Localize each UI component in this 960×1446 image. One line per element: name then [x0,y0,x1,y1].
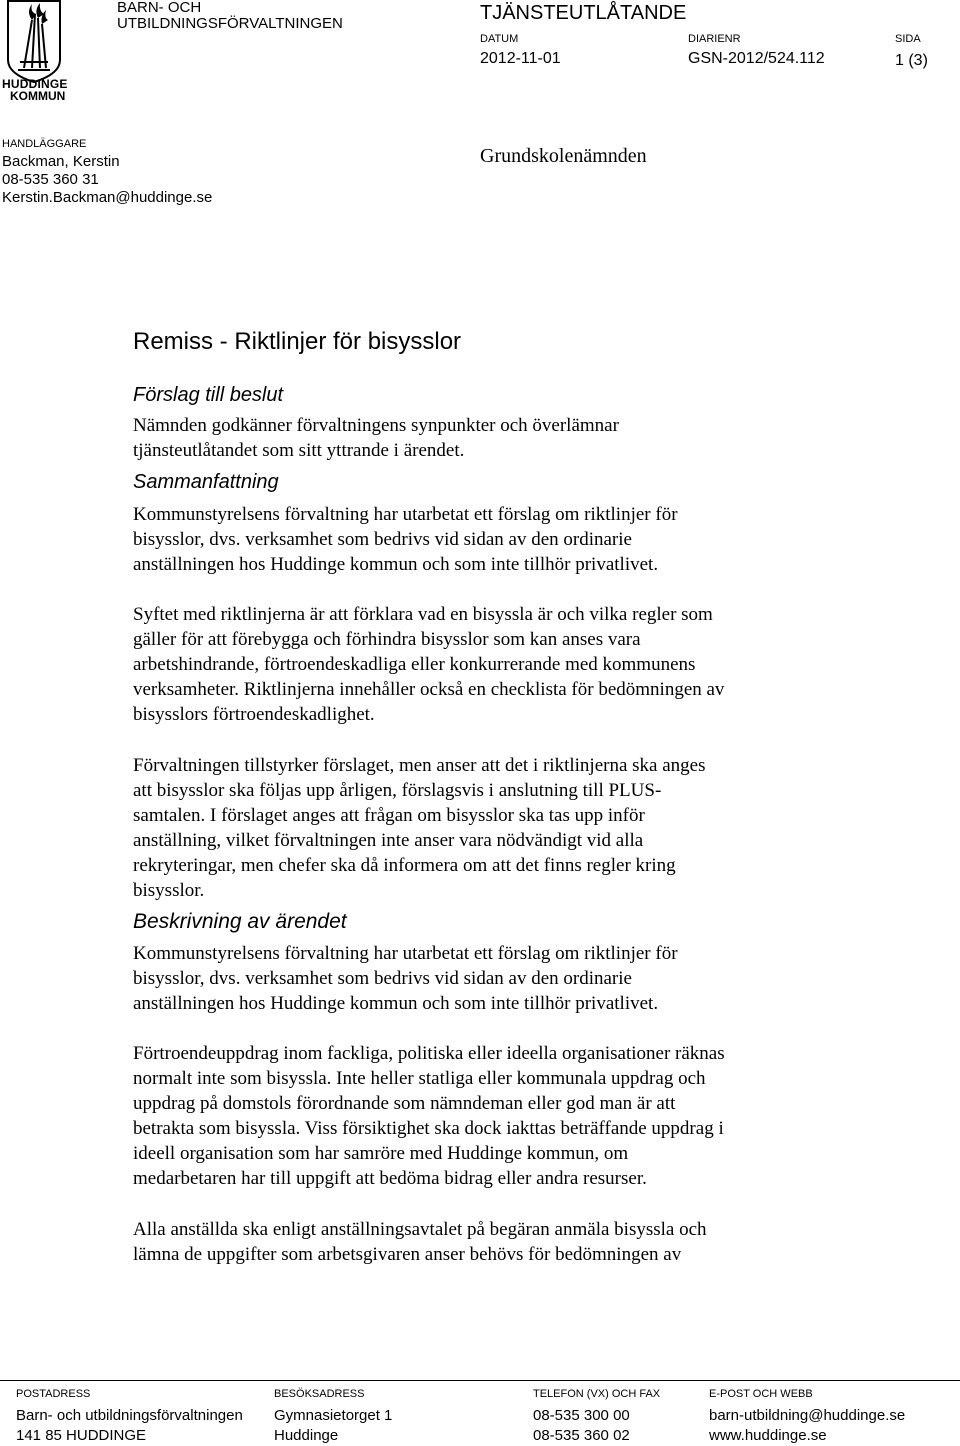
org-name-line-2: UTBILDNINGSFÖRVALTNINGEN [117,15,343,32]
document-type: TJÄNSTEUTLÅTANDE [480,2,687,24]
epost-label: E-POST OCH WEBB [709,1388,813,1400]
text-line: normalt inte som bisyssla. Inte heller statliga eller kommunala uppdrag och [133,1068,706,1089]
beskrivning-paragraph-3 [133,1217,813,1267]
text-line: Alla anställda ska enligt anställningsavtalet på begäran anmäla bisyssla och [133,1219,707,1240]
handlaggare-email: Kerstin.Backman@huddinge.se [2,189,213,206]
text-line: lämna de uppgifter som arbetsgivaren anser behövs för bedömningen av [133,1244,682,1265]
text-line: ideell organisation som har samröre med Huddinge kommun, om [133,1143,629,1164]
text-line: anställningen hos Huddinge kommun och som inte tillhör privatlivet. [133,554,659,575]
footer-besoksadress [274,1388,392,1446]
epost-email: barn-utbildning@huddinge.se [709,1407,906,1424]
postadress-label: POSTADRESS [16,1388,91,1400]
heading-beskrivning: Beskrivning av ärendet [133,910,347,933]
logo-text-1: HUDDINGE [2,77,68,91]
text-line: uppdrag på domstols förordnande som nämndeman eller god man är att [133,1093,676,1114]
text-line: arbetshindrande, förtroendeskadliga eller konkurrerande med kommunens [133,654,696,675]
telefon-vx: 08-535 300 00 [533,1407,630,1424]
diarienr-block [688,33,825,68]
text-line: anställning, vilket förvaltningen inte anser vara nödvändigt vid alla [133,830,644,851]
text-line: Syftet med riktlinjerna är att förklara vad en bisyssla är och vilka regler som [133,604,713,625]
besoksadress-line-2: Huddinge [274,1427,339,1444]
datum-block [480,33,561,68]
org-name-line-1: BARN- OCH [117,0,202,16]
text-line: Nämnden godkänner förvaltningens synpunkter och överlämnar [133,415,619,436]
sida-label: SIDA [895,33,921,45]
heading-forslag: Förslag till beslut [133,384,284,406]
text-line: anställningen hos Huddinge kommun och som inte tillhör privatlivet. [133,993,659,1014]
beskrivning-paragraph-1 [133,941,813,1016]
footer-postadress [16,1388,243,1446]
text-line: samtalen. I förslaget anges att frågan om bisysslor ska tas upp inför [133,805,645,826]
heading-sammanfattning: Sammanfattning [133,471,279,493]
besoksadress-label: BESÖKSADRESS [274,1388,365,1400]
page-title: Remiss - Riktlinjer för bisysslor [133,328,462,355]
text-line: Förvaltningen tillstyrker förslaget, men anser att det i riktlinjerna ska anges [133,755,706,776]
diarienr-value: GSN-2012/524.112 [688,50,825,67]
postadress-line-1: Barn- och utbildningsförvaltningen [16,1407,243,1424]
footer-epost [709,1388,905,1446]
epost-webb: www.huddinge.se [709,1427,827,1444]
handlaggare-block [2,138,212,207]
text-line: bisysslor, dvs. verksamhet som bedrivs vid sidan av den ordinarie [133,968,632,989]
telefon-label: TELEFON (VX) OCH FAX [533,1388,661,1400]
besoksadress-line-1: Gymnasietorget 1 [274,1407,393,1424]
telefon-fax: 08-535 360 02 [533,1427,630,1444]
logo-text-2: KOMMUN [10,89,66,103]
text-line: tjänsteutlåtandet som sitt yttrande i ärendet. [133,440,465,461]
forslag-paragraph [133,413,813,463]
text-line: bisysslor. [133,880,205,901]
sammanfattning-paragraph-3 [133,753,813,903]
footer-divider [0,1380,960,1381]
text-line: att bisysslor ska följas upp årligen, förslagsvis i anslutning till PLUS- [133,780,662,801]
organization-name [117,0,343,32]
diarienr-label: DIARIENR [688,33,741,45]
postadress-line-2: 141 85 HUDDINGE [16,1427,147,1444]
text-line: verksamheter. Riktlinjerna innehåller också en checklista för bedömningen av [133,679,725,700]
handlaggare-phone: 08-535 360 31 [2,171,99,188]
footer-telefon [533,1388,660,1446]
text-line: bisysslors förtroendeskadlighet. [133,704,375,725]
beskrivning-paragraph-2 [133,1041,813,1191]
handlaggare-label: HANDLÄGGARE [2,138,87,150]
text-line: bisysslor, dvs. verksamhet som bedrivs vid sidan av den ordinarie [133,529,632,550]
datum-label: DATUM [480,33,519,45]
text-line: Förtroendeuppdrag inom fackliga, politiska eller ideella organisationer räknas [133,1043,725,1064]
recipient: Grundskolenämnden [480,145,647,167]
sammanfattning-paragraph-1 [133,502,813,577]
text-line: medarbetaren har till uppgift att bedöma bidrag eller andra resurser. [133,1168,647,1189]
text-line: rekryteringar, men chefer ska då informera om att det finns regler kring [133,855,676,876]
text-line: Kommunstyrelsens förvaltning har utarbetat ett förslag om riktlinjer för [133,504,678,525]
datum-value: 2012-11-01 [480,50,561,67]
text-line: betrakta som bisyssla. Viss försiktighet ska dock iakttas beträffande uppdrag i [133,1118,724,1139]
sida-block [895,33,928,70]
handlaggare-name: Backman, Kerstin [2,153,120,170]
sammanfattning-paragraph-2 [133,602,813,727]
sida-value: 1 (3) [895,52,928,69]
text-line: Kommunstyrelsens förvaltning har utarbetat ett förslag om riktlinjer för [133,943,678,964]
huddinge-kommun-logo [2,0,68,104]
text-line: gäller för att förebygga och förhindra bisysslor som kan anses vara [133,629,641,650]
